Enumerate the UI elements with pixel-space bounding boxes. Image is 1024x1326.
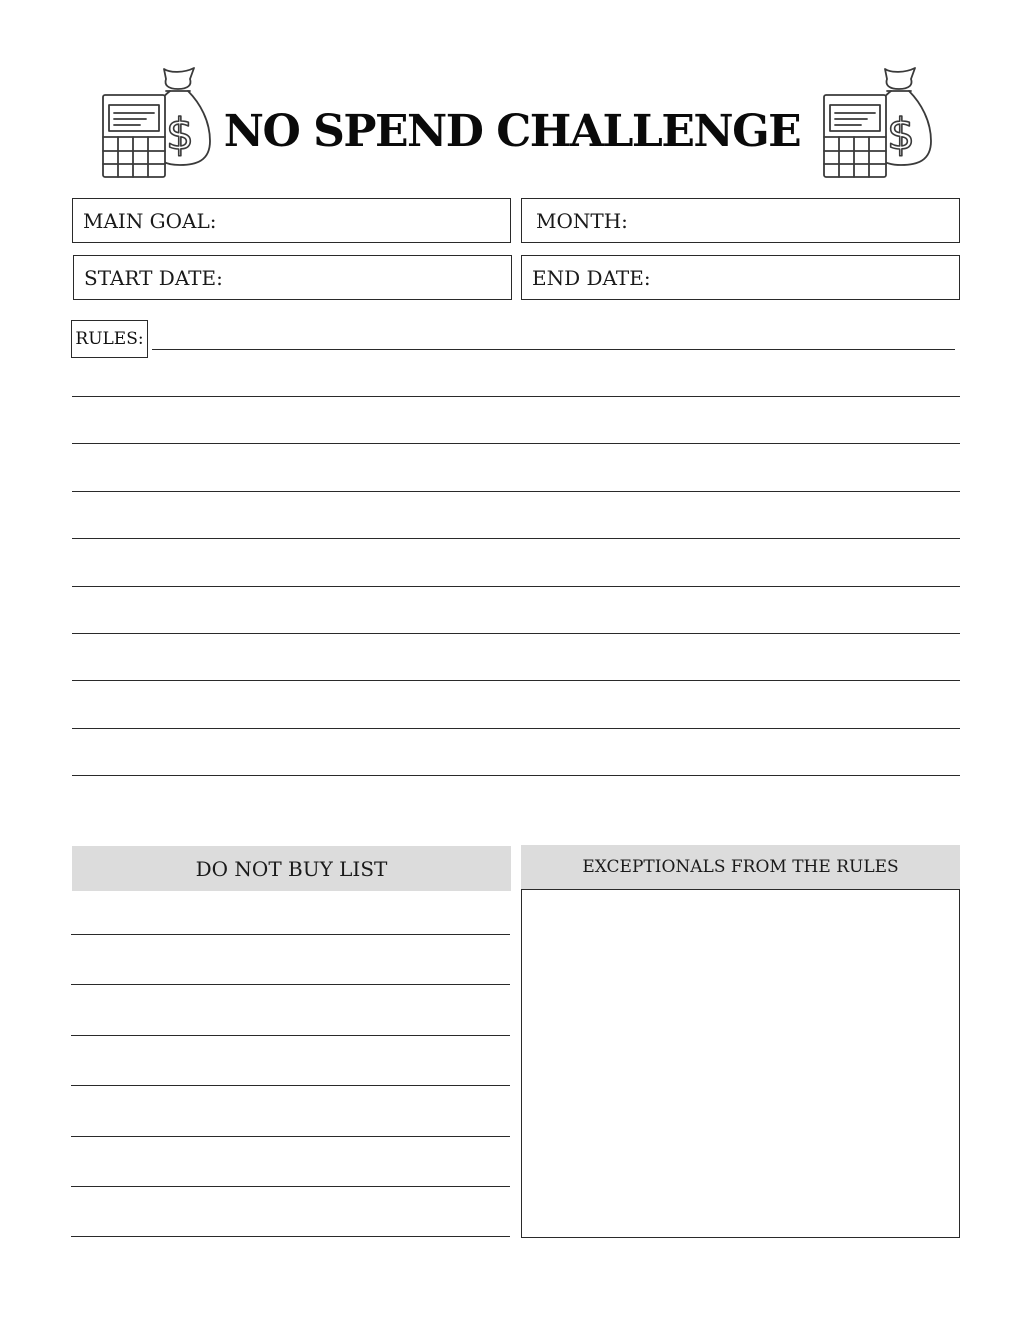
end-date-field[interactable]	[521, 255, 960, 300]
writing-line[interactable]	[71, 984, 510, 985]
rules-label: RULES:	[71, 320, 148, 358]
exceptions-box[interactable]	[521, 889, 960, 1238]
writing-line[interactable]	[71, 1236, 510, 1237]
writing-line[interactable]	[72, 443, 960, 444]
writing-line[interactable]	[72, 538, 960, 539]
writing-line[interactable]	[72, 396, 960, 397]
do-not-buy-title: DO NOT BUY LIST	[195, 856, 388, 881]
writing-line[interactable]	[71, 1186, 510, 1187]
svg-text:$: $	[887, 109, 915, 160]
rules-line[interactable]	[152, 349, 955, 350]
calculator-money-bag-icon	[821, 65, 936, 180]
writing-line[interactable]	[71, 934, 510, 935]
end-date-label: END DATE:	[532, 265, 651, 290]
writing-line[interactable]	[71, 1085, 510, 1086]
page-title: NO SPEND CHALLENGE	[223, 106, 801, 157]
exceptions-header	[521, 845, 960, 889]
month-label: MONTH:	[536, 208, 628, 233]
month-field[interactable]	[521, 198, 960, 243]
writing-line[interactable]	[72, 633, 960, 634]
main-goal-field[interactable]	[72, 198, 511, 243]
writing-line[interactable]	[72, 728, 960, 729]
writing-line[interactable]	[72, 586, 960, 587]
do-not-buy-header	[72, 846, 511, 891]
svg-text:$: $	[166, 109, 194, 160]
writing-line[interactable]	[72, 491, 960, 492]
exceptions-title: EXCEPTIONALS FROM THE RULES	[582, 857, 899, 877]
start-date-field[interactable]	[73, 255, 512, 300]
start-date-label: START DATE:	[84, 265, 223, 290]
writing-line[interactable]	[72, 680, 960, 681]
writing-line[interactable]	[72, 775, 960, 776]
main-goal-label: MAIN GOAL:	[83, 208, 217, 233]
writing-line[interactable]	[71, 1136, 510, 1137]
writing-line[interactable]	[71, 1035, 510, 1036]
